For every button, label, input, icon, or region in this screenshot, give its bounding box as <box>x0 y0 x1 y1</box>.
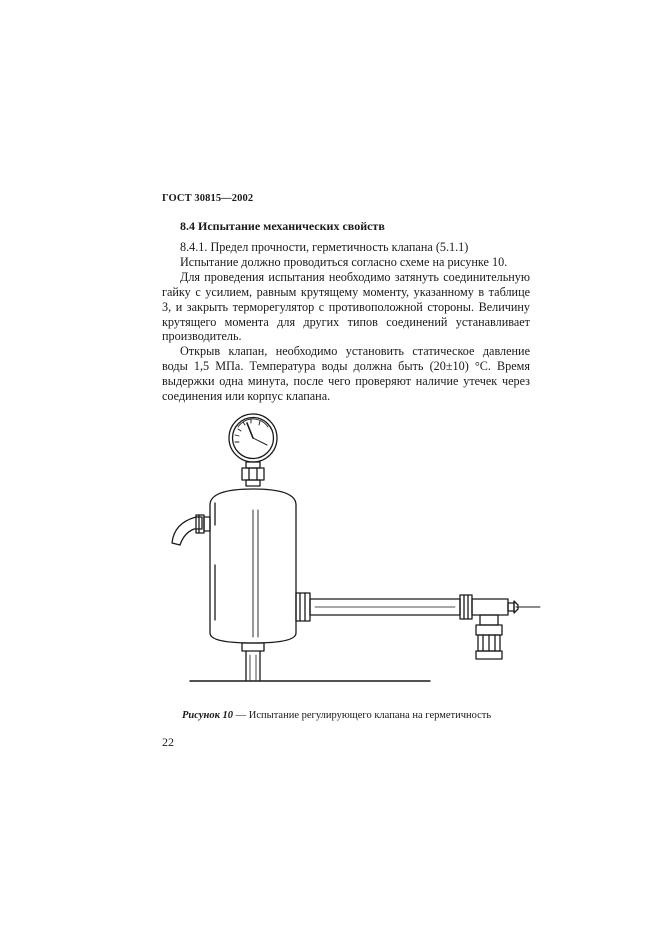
figure-caption <box>182 710 491 721</box>
document-header: ГОСТ 30815—2002 <box>162 193 254 204</box>
pressure-gauge-icon <box>229 414 277 486</box>
test-rig-diagram <box>150 405 550 690</box>
figure-label: Рисунок 10 <box>182 710 234 721</box>
paragraph-8-4-1: 8.4.1. Предел прочности, герметичность клапана (5.1.1) <box>180 240 469 254</box>
figure-caption-text: — Испытание регулирующего клапана на герметичность <box>233 710 492 721</box>
outlet-pipe <box>296 593 472 621</box>
body-text <box>162 240 530 404</box>
paragraph-pressure: Открыв клапан, необходимо установить статическое давление воды 1,5 МПа. Температура воды должна быть (20±10) °С. Время выдержки одна минута, после чего проверяют наличие утечек через соединения или корпус клапана. <box>162 344 530 404</box>
section-title: 8.4 Испытание механических свойств <box>180 219 385 233</box>
paragraph-tightening: Для проведения испытания необходимо затянуть соединительную гайку с усилием, равным крутящему моменту, указанному в таблице 3, и закрыть терморегулятор с противоположной стороны. Величину крутящего момента для других типов соединений устанавливает производитель. <box>162 269 530 344</box>
pressure-vessel <box>210 489 296 643</box>
paragraph-test-scheme: Испытание должно проводиться согласно схеме на рисунке 10. <box>180 254 508 269</box>
vessel-stand <box>190 643 430 681</box>
page-number: 22 <box>162 735 174 749</box>
regulating-valve <box>472 599 540 659</box>
inlet-hose <box>172 515 210 545</box>
